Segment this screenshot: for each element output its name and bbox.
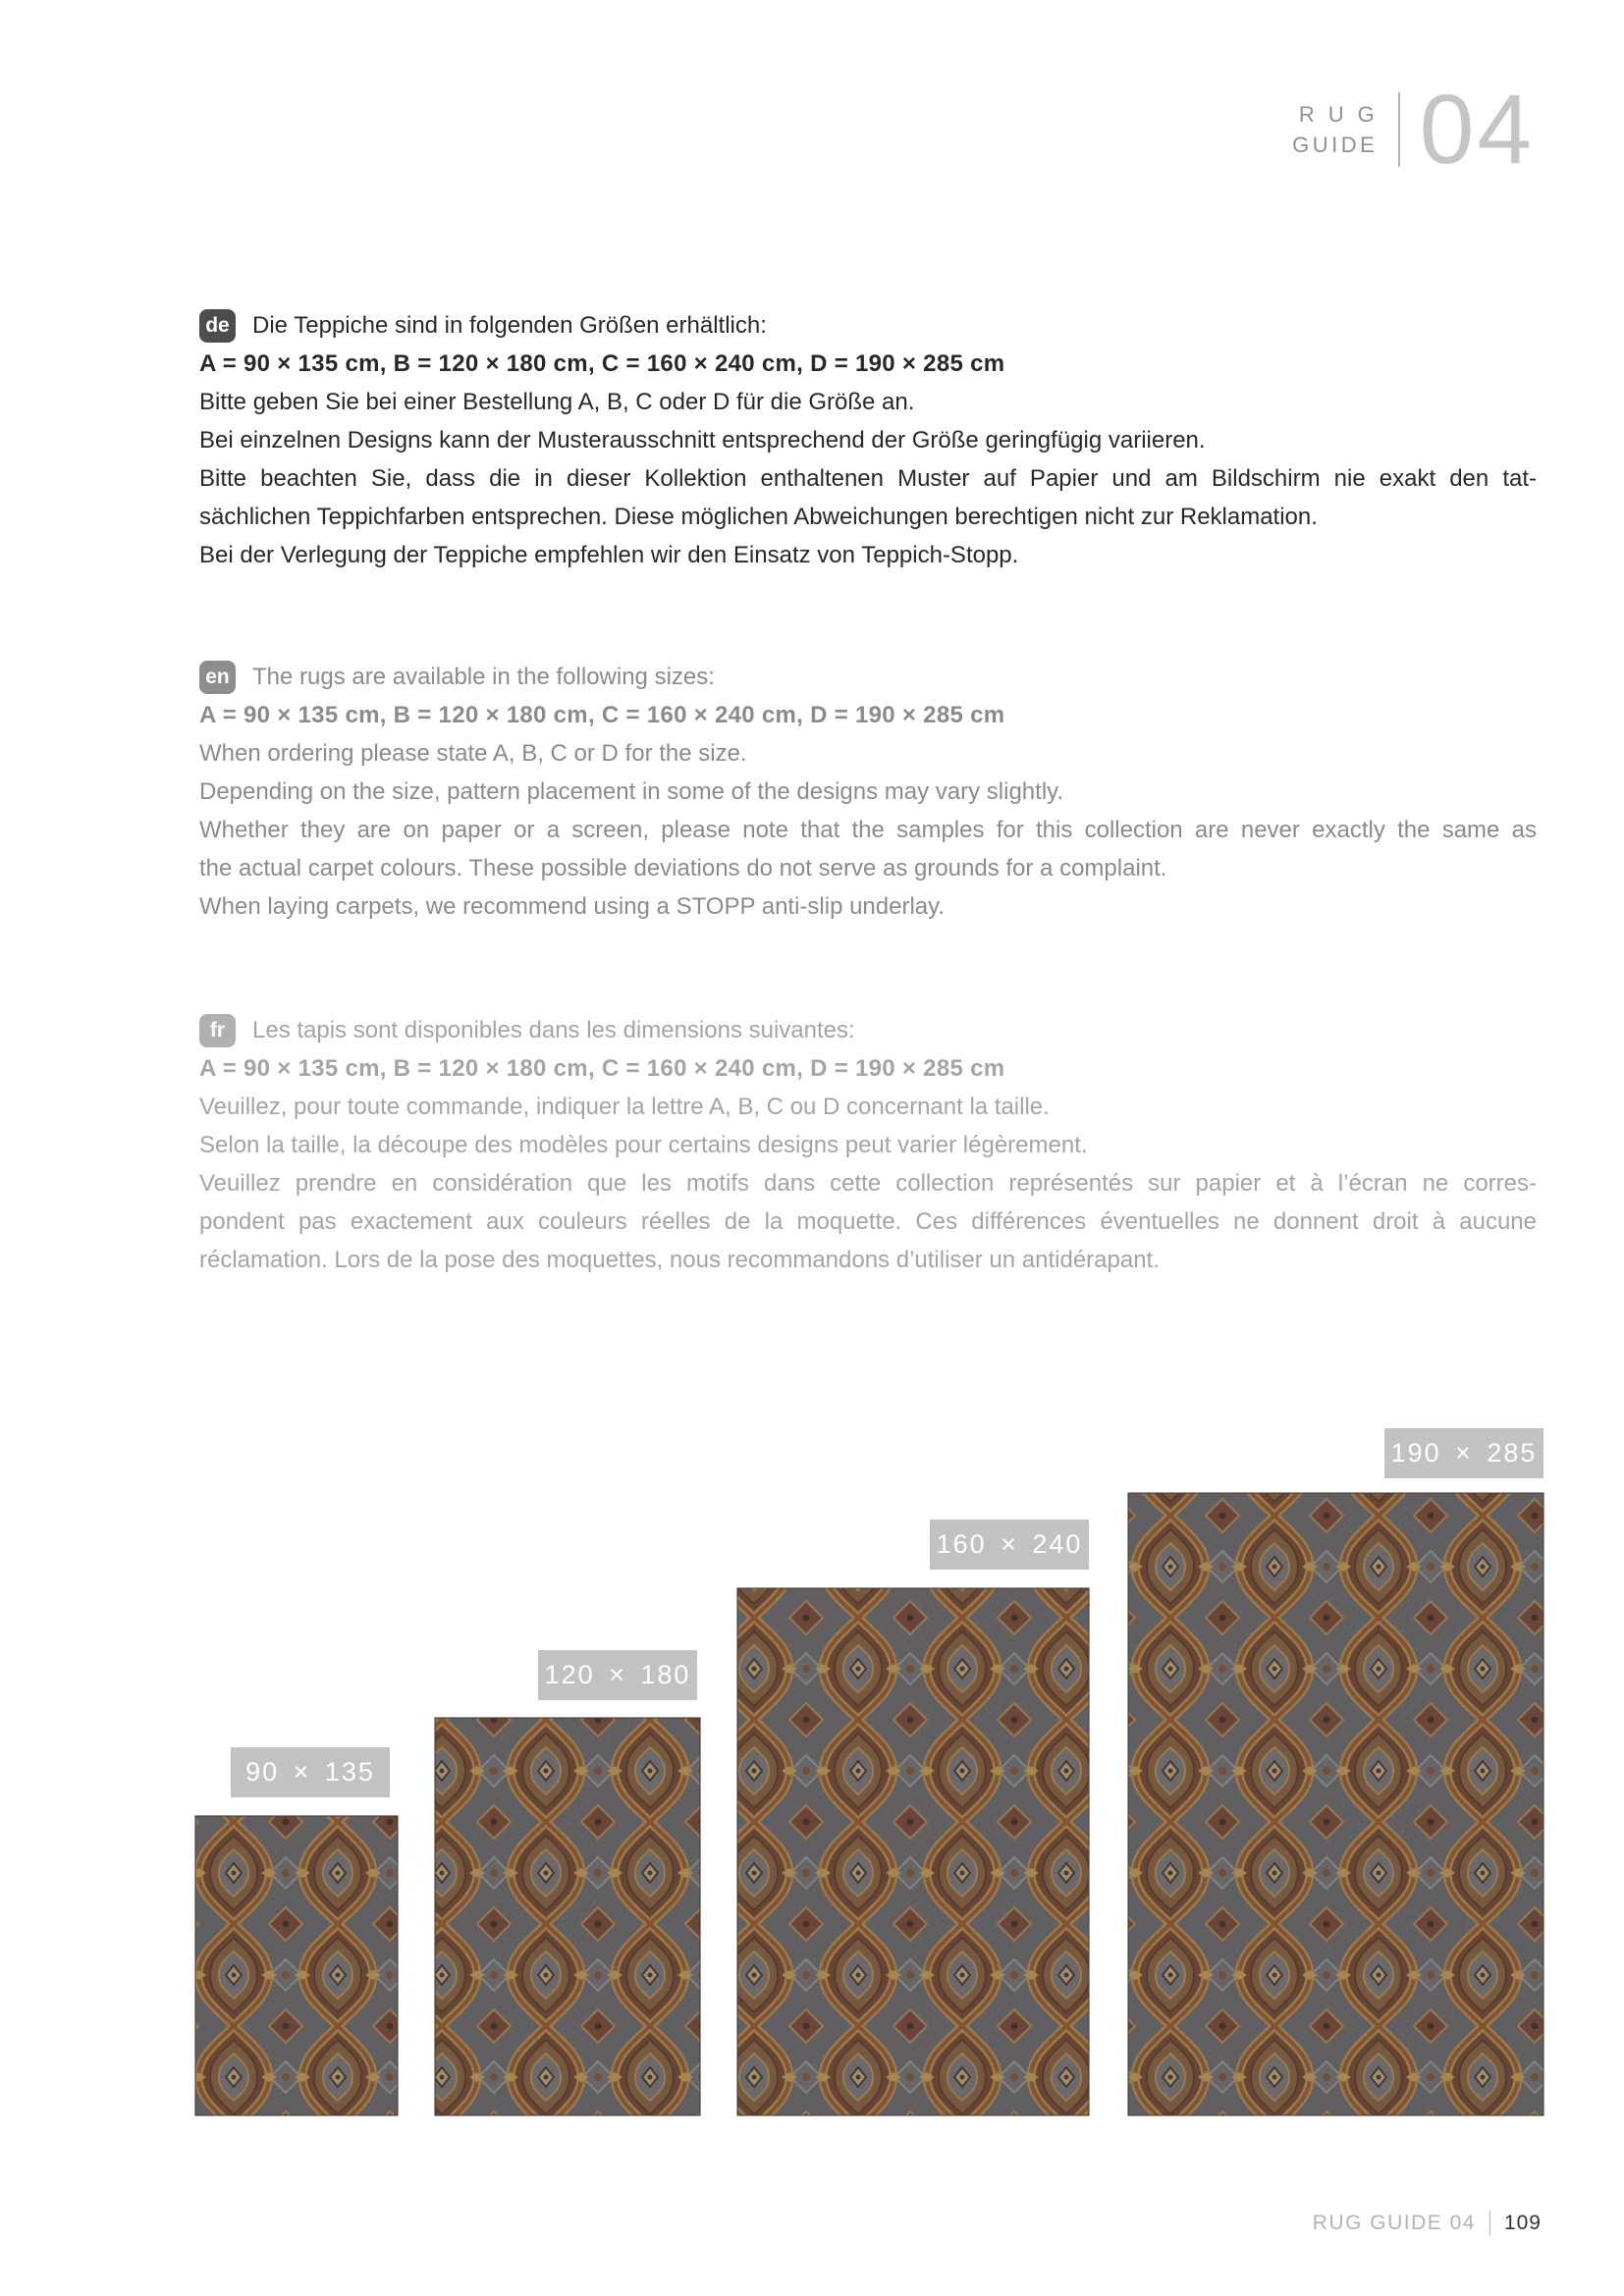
size-label-120x180: 120 × 180: [538, 1650, 697, 1700]
body-line: Bei einzelnen Designs kann der Musterausschnitt entsprechend der Größe geringfügig variieren.: [199, 427, 1206, 454]
rug-image-160x240: [737, 1588, 1089, 2115]
body-line: Veuillez, pour toute commande, indiquer la lettre A, B, C ou D concernant la taille.: [199, 1094, 1050, 1120]
body-line: réclamation. Lors de la pose des moquettes, nous recommandons d’utiliser un antidérapant.: [199, 1247, 1160, 1273]
section-intro: Die Teppiche sind in folgenden Größen erhältlich:: [252, 312, 767, 339]
rug-image-190x285: [1128, 1493, 1543, 2115]
sizes-line: A = 90 × 135 cm, B = 120 × 180 cm, C = 160 × 240 cm, D = 190 × 285 cm: [199, 350, 1005, 377]
rug-image-90x135: [195, 1816, 398, 2115]
page-footer: [1313, 2211, 1542, 2235]
section-heading-row: [199, 306, 1537, 345]
sizes-line: A = 90 × 135 cm, B = 120 × 180 cm, C = 160 × 240 cm, D = 190 × 285 cm: [199, 1055, 1005, 1082]
lang-badge-de: de: [199, 309, 236, 343]
body-line: pondent pas exactement aux couleurs réelles de la moquette. Ces différences éventuelles ne donnent droit à aucune: [199, 1208, 1537, 1235]
title-line-guide: GUIDE: [1292, 133, 1379, 157]
body-line: Selon la taille, la découpe des modèles pour certains designs peut varier légèrement.: [199, 1132, 1088, 1158]
text-section-en: [199, 658, 1537, 926]
lang-badge-fr: fr: [199, 1014, 236, 1047]
chapter-number: 04: [1419, 75, 1535, 185]
footer-divider: [1489, 2211, 1490, 2235]
lang-badge-en: en: [199, 661, 236, 694]
size-label-90x135: 90 × 135: [231, 1747, 390, 1797]
section-intro: Les tapis sont disponibles dans les dimensions suivantes:: [252, 1017, 855, 1043]
body-line: the actual carpet colours. These possible deviations do not serve as grounds for a complaint.: [199, 855, 1167, 881]
size-label-160x240: 160 × 240: [930, 1520, 1089, 1570]
body-line: Veuillez prendre en considération que les motifs dans cette collection représentés sur papier et à l’écran ne corres-: [199, 1170, 1537, 1197]
body-line: Whether they are on paper or a screen, please note that the samples for this collection are never exactly the same as: [199, 817, 1537, 843]
rug-image-120x180: [435, 1718, 700, 2115]
text-section-de: [199, 306, 1537, 574]
body-line: Bitte geben Sie bei einer Bestellung A, B, C oder D für die Größe an.: [199, 389, 915, 415]
page-title: [1292, 99, 1388, 160]
body-line: Depending on the size, pattern placement in some of the designs may vary slightly.: [199, 778, 1064, 805]
footer-guide-label: RUG GUIDE 04: [1312, 2211, 1476, 2234]
section-heading-row: [199, 658, 1537, 696]
body-line: When laying carpets, we recommend using a STOPP anti-slip underlay.: [199, 893, 946, 920]
title-line-rug: RUG: [1298, 102, 1388, 127]
page-header: [1292, 75, 1535, 185]
section-heading-row: [199, 1011, 1537, 1049]
body-line: Bei der Verlegung der Teppiche empfehlen wir den Einsatz von Teppich-Stopp.: [199, 542, 1019, 568]
body-line: When ordering please state A, B, C or D for the size.: [199, 740, 747, 767]
page-number: 109: [1503, 2211, 1542, 2234]
header-divider: [1398, 92, 1400, 167]
body-line: sächlichen Teppichfarben entsprechen. Diese möglichen Abweichungen berechtigen nicht zur Reklamation.: [199, 504, 1318, 530]
section-intro: The rugs are available in the following sizes:: [252, 664, 715, 690]
body-line: Bitte beachten Sie, dass die in dieser Kollektion enthaltenen Muster auf Papier und am Bildschirm nie exakt den tat-: [199, 465, 1537, 492]
text-section-fr: [199, 1011, 1537, 1279]
size-label-190x285: 190 × 285: [1384, 1428, 1543, 1478]
sizes-line: A = 90 × 135 cm, B = 120 × 180 cm, C = 160 × 240 cm, D = 190 × 285 cm: [199, 702, 1005, 728]
